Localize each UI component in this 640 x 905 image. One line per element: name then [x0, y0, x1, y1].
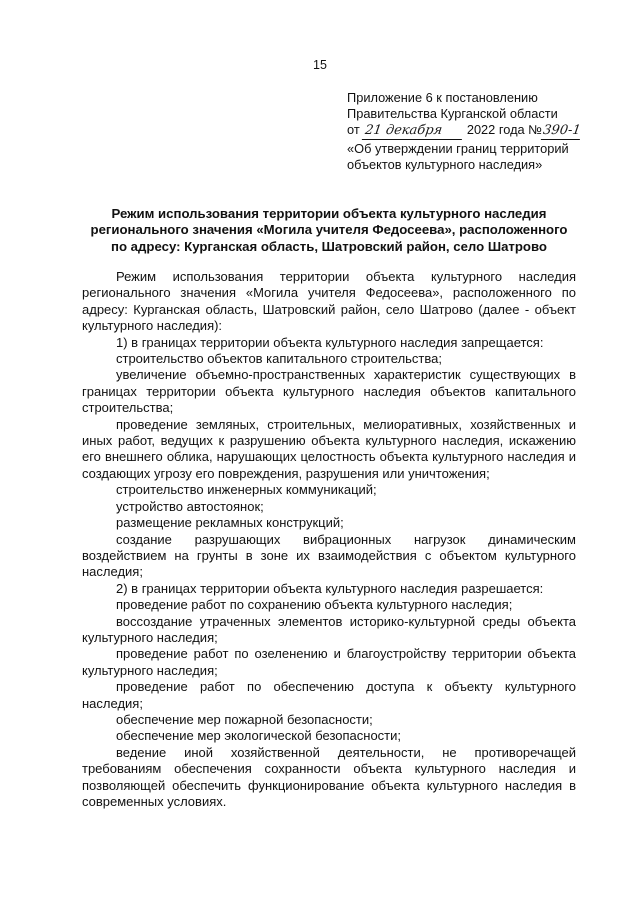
- body-paragraph: 2) в границах территории объекта культурного наследия разрешается:: [116, 580, 544, 596]
- body-paragraph: воссоздание утраченных элементов историко-культурной среды объекта культурного наследия;: [82, 613, 576, 645]
- body-paragraph: увеличение объемно-пространственных характеристик существующих в границах территории объекта культурного наследия объектов капитального строительства;: [82, 367, 576, 416]
- body-paragraph: ведение иной хозяйственной деятельности, не противоречащей требованиям обеспечения сохранности объекта культурного наследия и позволяющей обеспечить функционирование объекта культурного наследия в современных условиях.: [82, 744, 576, 809]
- handwritten-date: 21 декабря: [362, 123, 464, 140]
- appendix-header: [347, 90, 597, 173]
- body-paragraph: Режим использования территории объекта культурного наследия регионального значения «Могила учителя Федосеева», расположенного по адресу: Курганская область, Шатровский район, село Шатрово (далее - объект культурного наследия):: [82, 269, 576, 334]
- body-paragraph: строительство инженерных коммуникаций;: [116, 482, 377, 498]
- document-body: [82, 269, 576, 810]
- body-paragraph: размещение рекламных конструкций;: [116, 515, 344, 531]
- date-prefix: от: [347, 122, 360, 138]
- page-number: 15: [313, 58, 327, 72]
- body-paragraph: строительство объектов капитального строительства;: [116, 351, 442, 367]
- body-paragraph: устройство автостоянок;: [116, 498, 264, 514]
- body-paragraph: проведение работ по сохранению объекта культурного наследия;: [116, 597, 513, 613]
- appendix-line-2: Правительства Курганской области: [347, 106, 558, 122]
- body-paragraph: обеспечение мер экологической безопасности;: [116, 728, 402, 744]
- document-title: Режим использования территории объекта культурного наследия регионального значения «Могила учителя Федосеева», расположенного по адресу: Курганская область, Шатровский район, село Шатрово: [90, 206, 568, 254]
- body-paragraph: проведение работ по обеспечению доступа к объекту культурного наследия;: [82, 679, 576, 711]
- body-paragraph: проведение работ по озеленению и благоустройству территории объекта культурного наследия;: [82, 646, 576, 678]
- appendix-line-4: «Об утверждении границ территорий: [347, 140, 569, 156]
- appendix-line-1: Приложение 6 к постановлению: [347, 90, 538, 105]
- appendix-date-line: [347, 122, 597, 140]
- body-paragraph: создание разрушающих вибрационных нагрузок динамическим воздействием на грунты в зоне их взаимодействия с объектом культурного наследия;: [82, 531, 576, 580]
- body-paragraph: обеспечение мер пожарной безопасности;: [116, 711, 373, 727]
- appendix-line-5: объектов культурного наследия»: [347, 156, 543, 172]
- handwritten-number: 390-1: [541, 123, 583, 140]
- body-paragraph: проведение земляных, строительных, мелиоративных, хозяйственных и иных работ, ведущих к разрушению объекта культурного наследия, искажению его внешнего облика, нарушающих целостность объекта культурного наследия и создающих угрозу его повреждения, разрушения или уничтожения;: [82, 416, 576, 481]
- year-text: 2022 года №: [466, 122, 542, 138]
- body-paragraph: 1) в границах территории объекта культурного наследия запрещается:: [116, 334, 544, 350]
